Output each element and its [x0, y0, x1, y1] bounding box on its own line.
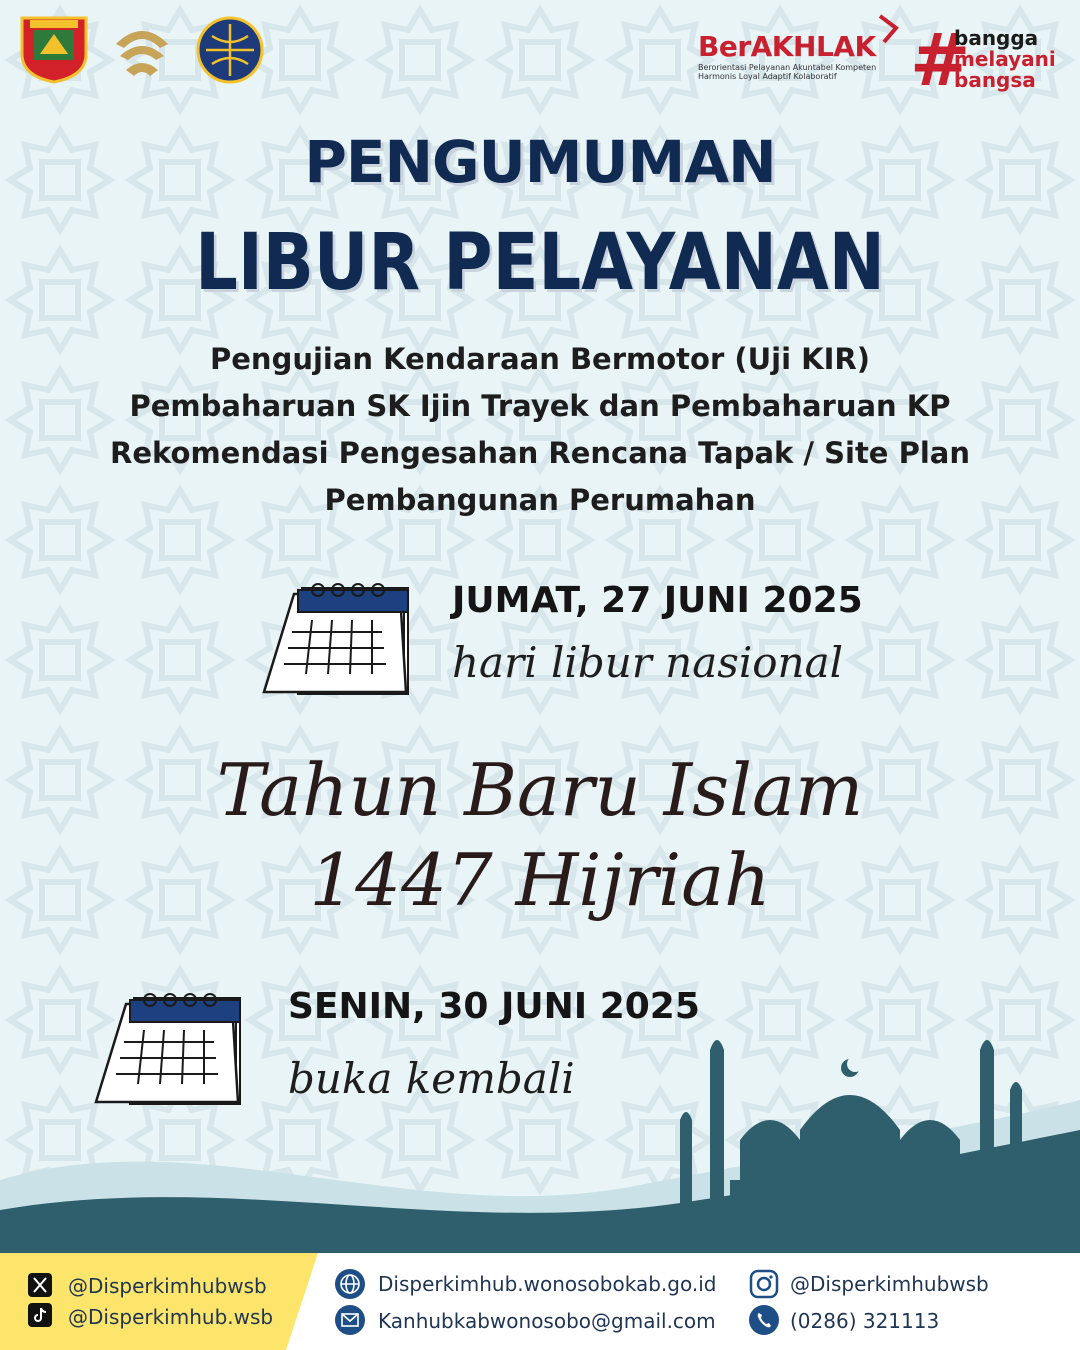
hashtag-line3: bangsa — [954, 68, 1036, 92]
instagram-handle[interactable]: @Disperkimhubwsb — [790, 1272, 989, 1296]
footer-accent — [0, 1253, 1080, 1350]
announcement-title: PENGUMUMAN — [304, 128, 776, 196]
announcement-subtitle: LIBUR PELAYANAN — [195, 218, 885, 308]
service-item: Pengujian Kendaraan Bermotor (Uji KIR) — [210, 342, 870, 376]
regency-emblem-icon — [18, 14, 90, 84]
berakhlak-title: BerAKHLAK — [698, 30, 876, 63]
hashtag-line2: melayani — [954, 47, 1056, 71]
calendar-icon — [94, 992, 250, 1110]
closed-date: JUMAT, 27 JUNI 2025 — [452, 580, 863, 621]
hashtag-line1: bangga — [954, 26, 1039, 50]
reopen-date: SENIN, 30 JUNI 2025 — [288, 986, 700, 1027]
closed-note: hari libur nasional — [452, 638, 844, 687]
email-link[interactable]: Kanhubkabwonosobo@gmail.com — [378, 1309, 716, 1333]
berakhlak-line2: Harmonis Loyal Adaptif Kolaboratif — [698, 72, 837, 81]
berakhlak-logo — [698, 30, 898, 81]
mosque-silhouette-icon — [670, 1030, 1080, 1220]
event-year: 1447 Hijriah — [309, 838, 771, 922]
phone-icon — [748, 1304, 780, 1336]
x-handle[interactable]: @Disperkimhubwsb — [68, 1274, 267, 1298]
ministry-emblem-icon — [106, 14, 178, 86]
service-item: Pembaharuan SK Ijin Trayek dan Pembaharuan KP — [129, 389, 951, 423]
berakhlak-line1: Berorientasi Pelayanan Akuntabel Kompeten — [698, 63, 877, 72]
mail-icon — [334, 1304, 366, 1336]
tiktok-icon[interactable] — [28, 1303, 52, 1327]
globe-icon — [334, 1268, 366, 1300]
website-link[interactable]: Disperkimhub.wonosobokab.go.id — [378, 1272, 717, 1296]
x-twitter-icon[interactable] — [28, 1273, 52, 1297]
event-name: Tahun Baru Islam — [216, 748, 864, 832]
tiktok-handle[interactable]: @Disperkimhub.wsb — [68, 1305, 274, 1329]
phone-number[interactable]: (0286) 321113 — [790, 1309, 940, 1333]
chevron-right-icon — [876, 14, 902, 44]
hashtag-icon: # — [910, 18, 971, 102]
reopen-note: buka kembali — [288, 1054, 575, 1103]
calendar-icon — [262, 582, 418, 700]
hashtag-text — [954, 28, 1056, 91]
instagram-icon[interactable] — [748, 1268, 780, 1300]
transport-ministry-emblem-icon — [194, 14, 266, 86]
service-item: Rekomendasi Pengesahan Rencana Tapak / Site Plan — [110, 436, 970, 470]
service-item: Pembangunan Perumahan — [324, 483, 756, 517]
